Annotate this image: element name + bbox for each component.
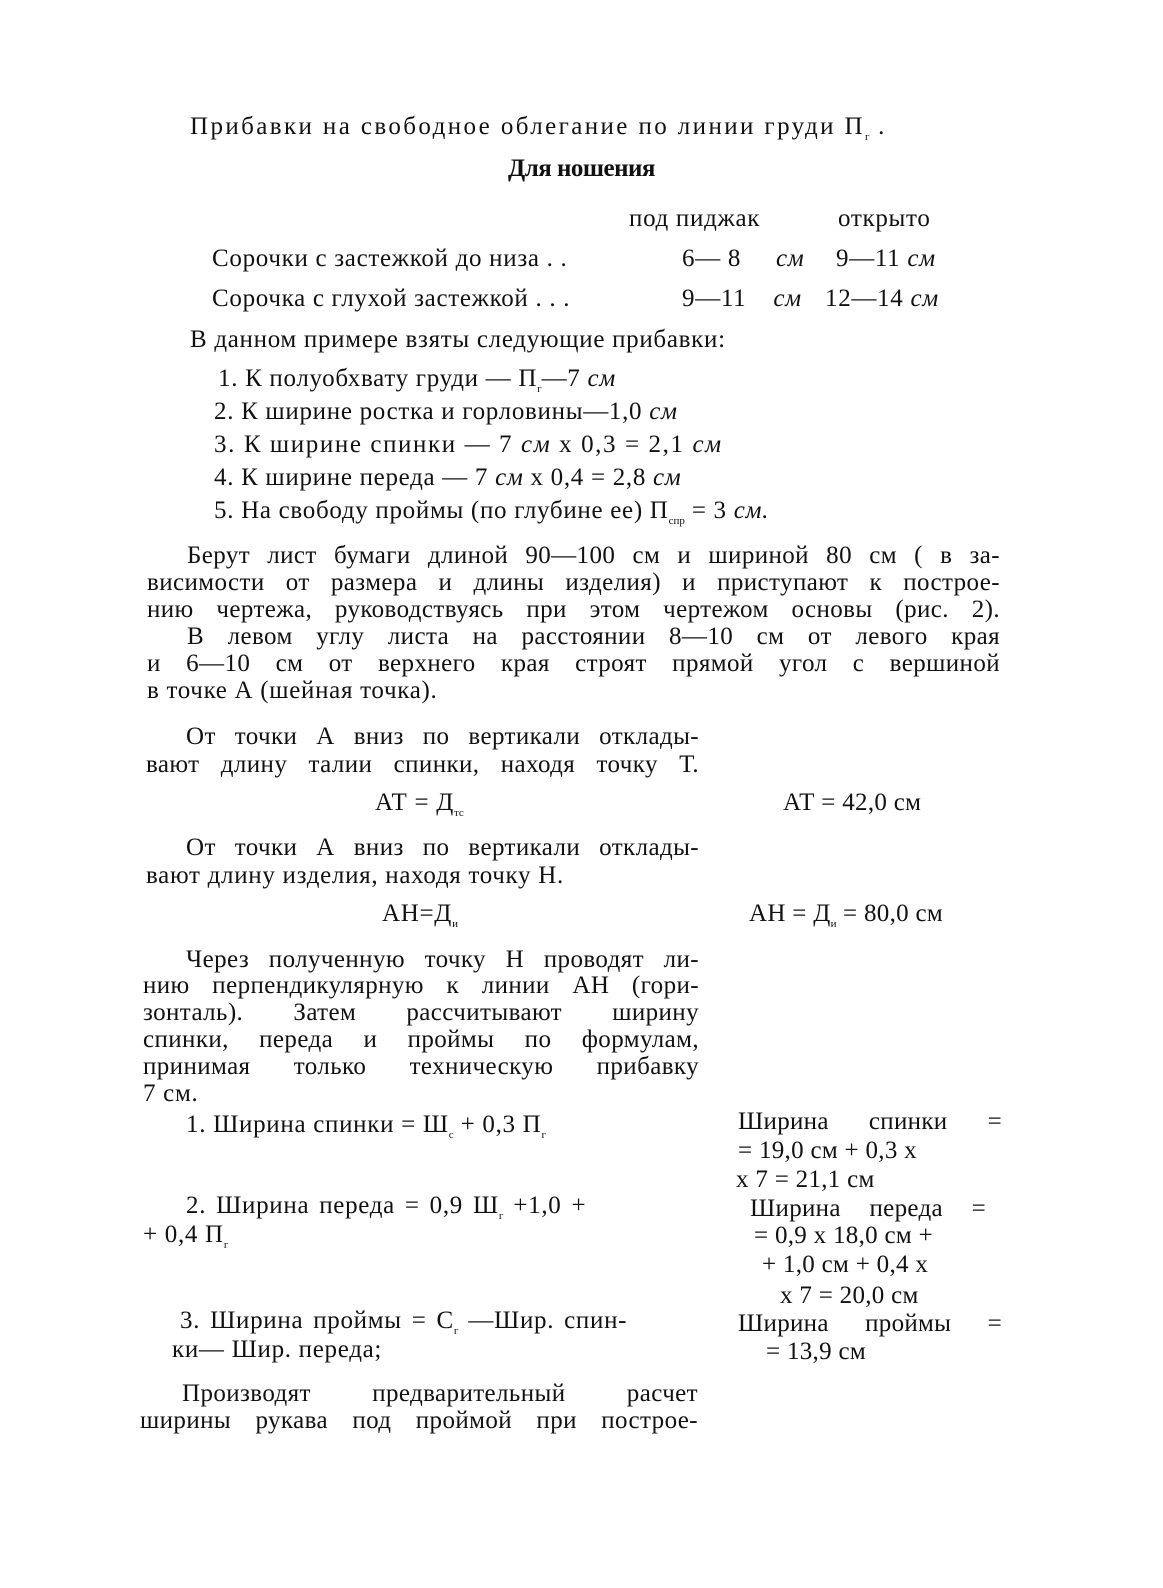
table-cell: 12—14 см xyxy=(825,285,939,312)
paragraph-line: в точке А (шейная точка). xyxy=(147,677,438,704)
formula-spinka: 1. Ширина спинки = $Ш_с + 0,3$ $П_г$ xyxy=(186,1111,546,1141)
result-spinka: Ширина спинки = xyxy=(738,1108,1002,1135)
paragraph-line: В левом углу листа на расстоянии 8—10 см от левого края xyxy=(187,623,1000,650)
subtitle: Для ношения xyxy=(508,155,655,182)
table-cell: 9—11 см xyxy=(682,285,802,312)
table-cell: 6— 8 см xyxy=(682,245,805,272)
result-proima: = 13,9 см xyxy=(766,1338,866,1365)
paragraph-line: вают длину талии спинки, находя точку Т. xyxy=(146,751,699,778)
formula-result: АТ = 42,0 см xyxy=(783,789,922,816)
paragraph-line: нию перпендикулярную к линии АН (гори- xyxy=(143,972,699,999)
result-spinka: = 19,0 см + 0,3 х xyxy=(738,1137,917,1164)
formula-pered-cont: + 0,4 $П_г$ xyxy=(143,1221,229,1251)
table-row-label: Сорочка с глухой застежкой . . . xyxy=(212,285,571,312)
paragraph-line: вают длину изделия, находя точку Н. xyxy=(146,862,564,889)
list-item: 2. К ширине ростка и горловины—1,0 см xyxy=(214,398,678,425)
result-spinka: х 7 = 21,1 см xyxy=(736,1166,875,1193)
list-item: 1. К полуобхвату груди — $П_г—7$ см xyxy=(218,365,616,395)
paragraph-line: спинки, переда и проймы по формулам, xyxy=(143,1026,699,1053)
result-pered: х 7 = 20,0 см xyxy=(780,1282,919,1309)
page-title: Прибавки на свободное облегание по линии груди $П_г$ . xyxy=(190,113,887,143)
table-header-2: открыто xyxy=(838,205,931,232)
paragraph-line: принимая только техническую прибавку xyxy=(143,1053,699,1080)
result-pered: + 1,0 см + 0,4 х xyxy=(762,1251,929,1278)
formula-result: АН = $Д_и = 80,0$ см xyxy=(749,900,943,930)
table-cell: 9—11 см xyxy=(836,245,936,272)
formula: АТ = $Д_{тс}$ xyxy=(375,789,464,819)
paragraph-line: Берут лист бумаги длиной 90—100 см и шириной 80 см ( в за- xyxy=(187,542,1000,569)
formula: $АН=Д_и$ xyxy=(382,900,458,930)
formula-pered: 2. Ширина переда = 0,9 $Ш_г +1,0$ + xyxy=(186,1192,587,1222)
paragraph-line: Производят предварительный расчет xyxy=(182,1380,698,1407)
list-item: 5. На свободу проймы (по глубине ее) $П_{спр} = 3$ см. xyxy=(214,497,770,527)
formula-proima: 3. Ширина проймы = $С_г$ —Шир. спин- xyxy=(180,1307,628,1337)
result-pered: Ширина переда = xyxy=(750,1195,986,1222)
paragraph-line: 7 см. xyxy=(143,1080,199,1107)
formula-proima-cont: ки— Шир. переда; xyxy=(172,1336,383,1363)
paragraph-line: Через полученную точку Н проводят ли- xyxy=(186,946,699,973)
table-header-1: под пиджак xyxy=(629,205,761,232)
paragraph-line: От точки А вниз по вертикали отклады- xyxy=(186,723,699,750)
result-pered: = 0,9 х 18,0 см + xyxy=(754,1222,933,1249)
paragraph-line: нию чертежа, руководствуясь при этом чертежом основы (рис. 2). xyxy=(147,596,1000,623)
result-proima: Ширина проймы = xyxy=(738,1310,1002,1337)
table-row-label: Сорочки с застежкой до низа . . xyxy=(212,245,568,272)
paragraph-line: и 6—10 см от верхнего края строят прямой угол с вершиной xyxy=(147,650,1000,677)
intro-text: В данном примере взяты следующие прибавки: xyxy=(190,326,726,353)
paragraph-line: ширины рукава под проймой при построе- xyxy=(140,1407,698,1434)
paragraph-line: зонталь). Затем рассчитывают ширину xyxy=(143,999,699,1026)
paragraph-line: От точки А вниз по вертикали отклады- xyxy=(186,834,699,861)
list-item: 4. К ширине переда — 7 см х 0,4 = 2,8 см xyxy=(214,464,682,491)
list-item: 3. К ширине спинки — 7 см х 0,3 = 2,1 см xyxy=(214,431,723,458)
paragraph-line: висимости от размера и длины изделия) и приступают к построе- xyxy=(147,569,1000,596)
